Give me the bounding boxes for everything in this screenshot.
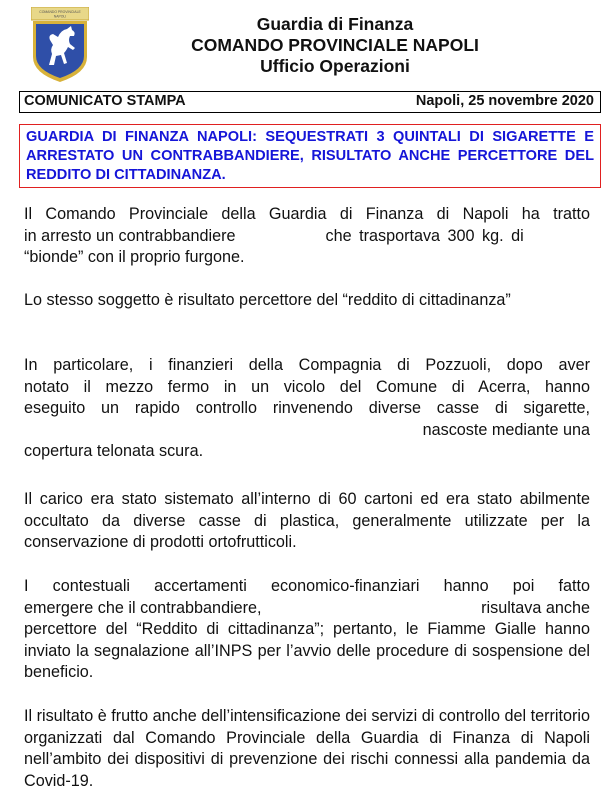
command-name: COMANDO PROVINCIALE NAPOLI [191, 35, 479, 55]
paragraph-4: Il carico era stato sistemato all’interno di 60 cartoni ed era stato abilmente occultato da diverse casse di plastica, generalmente utilizzate per la conservazione di prodotti ortofrutticoli. [24, 490, 590, 551]
paragraph-2 [24, 290, 590, 312]
p1-line-1: Il Comando Provinciale della Guardia di Finanza di Napoli ha tratto [24, 205, 590, 223]
document-type: COMUNICATO STAMPA [24, 93, 186, 109]
p3-line-4: nascoste mediante una [422, 420, 590, 439]
p2-line-1: Lo stesso soggetto è risultato percettore del “reddito di cittadinanza” [24, 291, 511, 309]
p5-line-2b: risultava anche [481, 598, 590, 617]
p1-line-2b: che trasportava 300 kg. di [325, 226, 524, 245]
p1-line-2 [24, 226, 590, 248]
organization-name: Guardia di Finanza [256, 14, 414, 34]
p5-line-1: I contestuali accertamenti economico-finanziari hanno poi fatto [24, 577, 590, 595]
p5-line-2 [24, 598, 590, 620]
p5-rest: percettore del “Reddito di cittadinanza”; pertanto, le Fiamme Gialle hanno inviato la segnalazione all’INPS per l’avvio delle procedure di sospensione del beneficio. [24, 620, 590, 681]
svg-text:NAPOLI: NAPOLI [53, 14, 67, 19]
p3-line-2: notato il mezzo fermo in un vicolo del Comune di Acerra, hanno [24, 377, 590, 396]
p3-line-5: copertura telonata scura. [24, 442, 204, 460]
press-release-bar [19, 91, 601, 113]
svg-text:COMANDO PROVINCIALE: COMANDO PROVINCIALE [39, 10, 81, 14]
headline: GUARDIA DI FINANZA NAPOLI: SEQUESTRATI 3 QUINTALI DI SIGARETTE E ARRESTATO UN CONTRABBANDIERE, RISULTATO ANCHE PERCETTORE DEL REDDITO DI CITTADINANZA. [19, 124, 601, 188]
place-date: Napoli, 25 novembre 2020 [415, 93, 594, 109]
p1-line-2a: in arresto un contrabbandiere [24, 226, 236, 245]
p3-line-1: In particolare, i finanzieri della Compagnia di Pozzuoli, dopo aver [24, 356, 590, 374]
p3-line-3: eseguito un rapido controllo rinvenendo diverse casse di sigarette, [24, 399, 590, 417]
paragraph-6: Il risultato è frutto anche dell’intensificazione dei servizi di controllo del territorio organizzati dal Comando Provinciale della Guardia di Finanza di Napoli nell’ambito dei dispositivi di prevenzione dei rischi connessi alla pandemia da Covid-19. [24, 707, 590, 790]
office-name: Ufficio Operazioni [260, 56, 410, 76]
paragraph-3 [24, 355, 590, 463]
document-header [150, 14, 520, 77]
p1-line-3: “bionde” con il proprio furgone. [24, 248, 245, 266]
p5-line-2a: emergere che il contrabbandiere, [24, 598, 262, 617]
guardia-di-finanza-crest-logo [31, 7, 89, 83]
paragraph-1 [24, 204, 590, 269]
paragraph-5 [24, 576, 590, 684]
